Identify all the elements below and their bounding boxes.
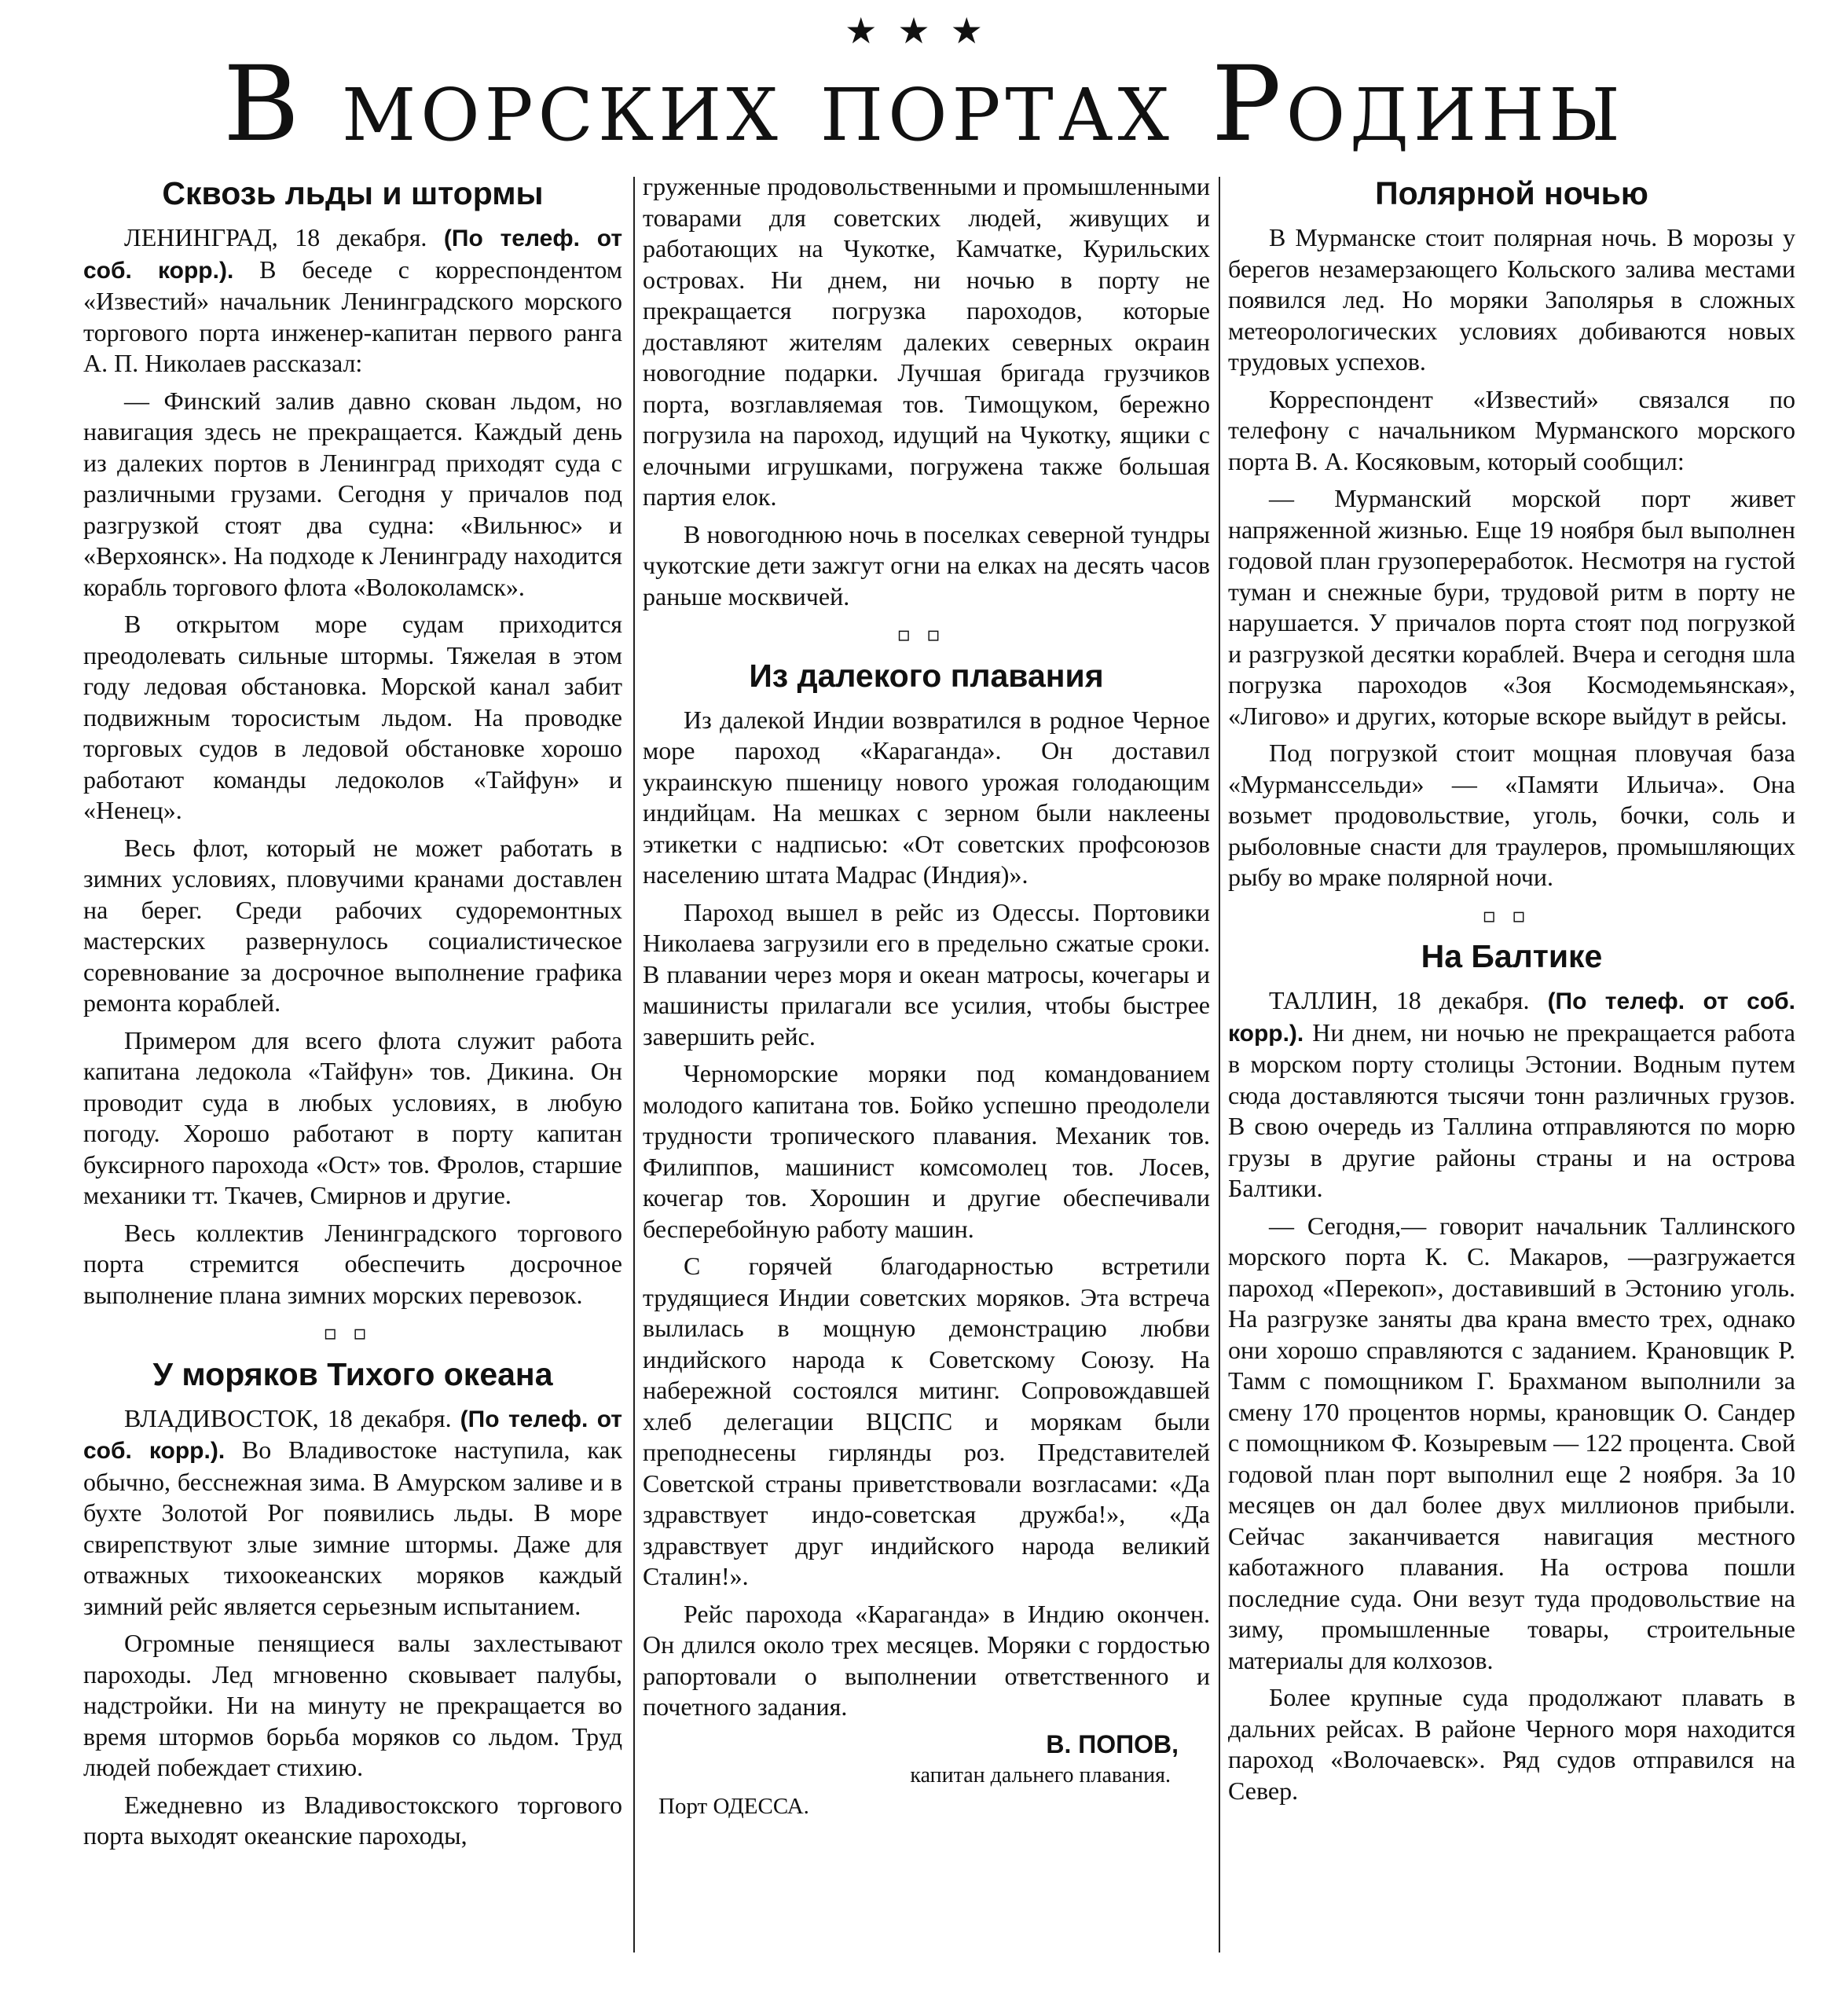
source-note: (По телеф. от соб. корр.). xyxy=(1228,988,1796,1047)
section-separator: ▫▫ xyxy=(1482,904,1542,928)
source-note: (По телеф. от соб. корр.). xyxy=(83,226,623,284)
author-signature: В. ПОПОВ, xyxy=(1046,1729,1179,1758)
paragraph: Рейс парохода «Караганда» в Индию окончен. Он длился около трех месяцев. Моряки с гордостью рапортовали о выполнении ответственного и почетного задания. xyxy=(643,1599,1210,1721)
paragraph-continued: груженные продовольственными и промышленными товарами для советских людей, живущих и работающих на Чукотке, Камчатке, Курильских островах. Ни днем, ни ночью в порту не прекращается погрузка пароходов, которые доставляют жителям далеких северных окраин новогодние подарки. Лучшая бригада грузчиков порта, возглавляемая тов. Тимощуком, бережно погрузила на пароход, идущий на Чукотку, ящики с елочными игрушками, погружена также большая партия елок. xyxy=(643,172,1210,511)
paragraph-text: Во Владивостоке наступила, как обычно, бесснежная зима. В Амурском заливе и в бухте Золотой Рог появились льды. В море свирепствуют злые зимние штормы. Даже для отважных тихоокеанских моряков каждый зимний рейс является серьезным испытанием. xyxy=(83,1436,623,1620)
article-heading: Сквозь льды и штормы xyxy=(162,175,544,211)
paragraph: — Сегодня,— говорит начальник Таллинского морского порта К. С. Макаров, —разгружается пароход «Перекоп», доставивший в Эстонию уголь. На разгрузке заняты два крана вместо трех, однако они хорошо справляются с заданием. Крановщик Р. Тамм с помощником Г. Брахманом выполнили за смену 170 процентов нормы, крановщик О. Сандер с помощником Ф. Козыревым — 122 процента. Свой годовой план порт выполнил еще 2 ноября. За 10 месяцев он дал более двух миллионов прибыли. Сейчас заканчивается навигация местного каботажного плавания. На острова пошли последние суда. Они везут туда продовольствие на зиму, промышленные товары, строительные материалы для колхозов. xyxy=(1228,1211,1795,1674)
paragraph xyxy=(83,222,622,380)
column-2 xyxy=(643,171,1210,1822)
article-voyage xyxy=(643,656,1210,1823)
dateline: ВЛАДИВОСТОК, 18 декабря. xyxy=(124,1403,452,1432)
paragraph-text: В беседе с корреспондентом «Известий» начальник Ленинградского морского торгового порта инженер-капитан первого ранга А. П. Николаев рассказал: xyxy=(83,255,623,377)
article-baltic xyxy=(1228,937,1795,1806)
paragraph: Весь флот, который не может работать в зимних условиях, пловучими кранами доставлен на берег. Среди рабочих судоремонтных мастерских развернулось социалистическое соревнование за досрочное выполнение графика ремонта кораблей. xyxy=(83,833,622,1017)
article-heading: Из далекого плавания xyxy=(749,657,1104,694)
paragraph: Черноморские моряки под командованием молодого капитана тов. Бойко успешно преодолели трудности тропического плавания. Механик тов. Филиппов, машинист комсомолец тов. Лосев, кочегар тов. Хорошин и другие обеспечивали бесперебойную работу машин. xyxy=(643,1059,1210,1243)
article-heading: Полярной ночью xyxy=(1375,175,1648,211)
column-divider xyxy=(1219,177,1220,1952)
section-separator: ▫▫ xyxy=(323,1322,383,1345)
paragraph: Из далекой Индии возвратился в родное Черное море пароход «Караганда». Он доставил украинскую пшеницу нового урожая голодающим индийцам. На мешках с зерном были наклеены этикетки с надписью: «От советских профсоюзов населению штата Мадрас (Индия)». xyxy=(643,705,1210,889)
stars-ornament: ★★★ xyxy=(845,9,1003,52)
column-1 xyxy=(83,169,622,1858)
paragraph: — Финский залив давно скован льдом, но навигация здесь не прекращается. Каждый день из далеких портов в Ленинград приходят суда с различными грузами. Сегодня у причалов под разгрузкой стоят два судна: «Вильнюс» и «Верхоянск». На подходе к Ленинграду находится корабль торгового флота «Волоколамск». xyxy=(83,386,622,601)
paragraph: Пароход вышел в рейс из Одессы. Портовики Николаева загрузили его в предельно сжатые сроки. В плавании через моря и океан матросы, кочегары и машинисты прилагали все усилия, чтобы быстрее завершить рейс. xyxy=(643,897,1210,1050)
article-polar xyxy=(1228,174,1795,893)
paragraph: Огромные пенящиеся валы захлестывают пароходы. Лед мгновенно сковывает палубы, надстройки. Ни на минуту не прекращается во время штормов борьба моряков со льдом. Труд людей побеждает стихию. xyxy=(83,1629,622,1781)
section-separator: ▫▫ xyxy=(896,623,956,647)
dateline: ТАЛЛИН, 18 декабря. xyxy=(1269,986,1530,1014)
paragraph: С горячей благодарностью встретили трудящиеся Индии советских моряков. Эта встреча вылилась в мощную демонстрацию любви индийского народа к Советскому Союзу. На набережной состоялся митинг. Сопровождавшей хлеб делегации ВЦСПС и морякам были преподнесены гирлянды роз. Представителей Советской страны приветствовали возгласами: «Да здравствует индо-советская дружба!», «Да здравствует друг индийского народа великий Сталин!». xyxy=(643,1252,1210,1590)
paragraph xyxy=(1228,985,1795,1204)
paragraph: В Мурманске стоит полярная ночь. В морозы у берегов незамерзающего Кольского залива местами появился лед. Но моряки Заполярья в сложных метеорологических условиях добиваются новых трудовых успехов. xyxy=(1228,223,1795,376)
paragraph: Весь коллектив Ленинградского торгового порта стремится обеспечить досрочное выполнение плана зимних морских перевозок. xyxy=(83,1218,622,1309)
paragraph: Под погрузкой стоит мощная пловучая база «Мурманссельди» — «Памяти Ильича». Она возьмет продовольствие, уголь, бочки, соль и рыболовные снасти для траулеров, промышляющих рыбу во мраке полярной ночи. xyxy=(1228,739,1795,891)
article-heading: У моряков Тихого океана xyxy=(152,1355,553,1392)
paragraph: Примером для всего флота служит работа капитана ледокола «Тайфун» тов. Дикина. Он проводит суда в любых условиях, в любую погоду. Хорошо работают в порту капитан буксирного парохода «Ост» тов. Фролов, старшие механики тт. Ткачев, Смирнов и другие. xyxy=(83,1025,622,1209)
paragraph: В новогоднюю ночь в поселках северной тундры чукотские дети зажгут огни на елках на десять часов раньше москвичей. xyxy=(643,519,1210,610)
paragraph: Ежедневно из Владивостокского торгового порта выходят океанские пароходы, xyxy=(83,1790,622,1850)
paragraph: Более крупные суда продолжают плавать в дальних рейсах. В районе Черного моря находится пароход «Волочаевск». Ряд судов отправился на Север. xyxy=(1228,1683,1795,1805)
article-vladivostok xyxy=(83,1355,622,1852)
paragraph: В открытом море судам приходится преодолевать сильные штормы. Тяжелая в этом году ледовая обстановка. Морской канал забит подвижным торосистым льдом. На проводке торговых судов в ледовой обстановке хорошо работают команды ледоколов «Тайфун» и «Ненец». xyxy=(83,610,622,824)
page-title: В морских портах Родины xyxy=(223,44,1625,165)
paragraph: — Мурманский морской порт живет напряженной жизнью. Еще 19 ноября был выполнен годовой план грузопереработок. Несмотря на густой туман и снежные бури, трудовой ритм в порту не нарушается. У причалов порта стоят под погрузкой и разгрузкой десятки кораблей. Вчера и сегодня шла погрузка пароходов «Зоя Космодемьянская», «Лигово» и других, которые вскоре выйдут в рейсы. xyxy=(1228,484,1795,730)
dateline: ЛЕНИНГРАД, 18 декабря. xyxy=(124,223,427,251)
paragraph: Корреспондент «Известий» связался по телефону с начальником Мурманского морского порта В. А. Косяковым, который сообщил: xyxy=(1228,384,1795,475)
author-location: Порт ОДЕССА. xyxy=(658,1793,809,1819)
paragraph xyxy=(83,1403,622,1622)
author-role: капитан дальнего плавания. xyxy=(910,1763,1171,1788)
article-leningrad xyxy=(83,174,622,1311)
column-divider xyxy=(633,177,635,1952)
column-3 xyxy=(1228,169,1795,1813)
paragraph-text: Ни днем, ни ночью не прекращается работа в морском порту столицы Эстонии. Водным путем сюда доставляются тысячи тонн различных грузов. В свою очередь из Таллина отправляются по морю грузы в другие районы страны и на острова Балтики. xyxy=(1228,1018,1795,1202)
source-note: (По телеф. от соб. корр.). xyxy=(83,1406,622,1464)
article-heading: На Балтике xyxy=(1421,938,1603,974)
